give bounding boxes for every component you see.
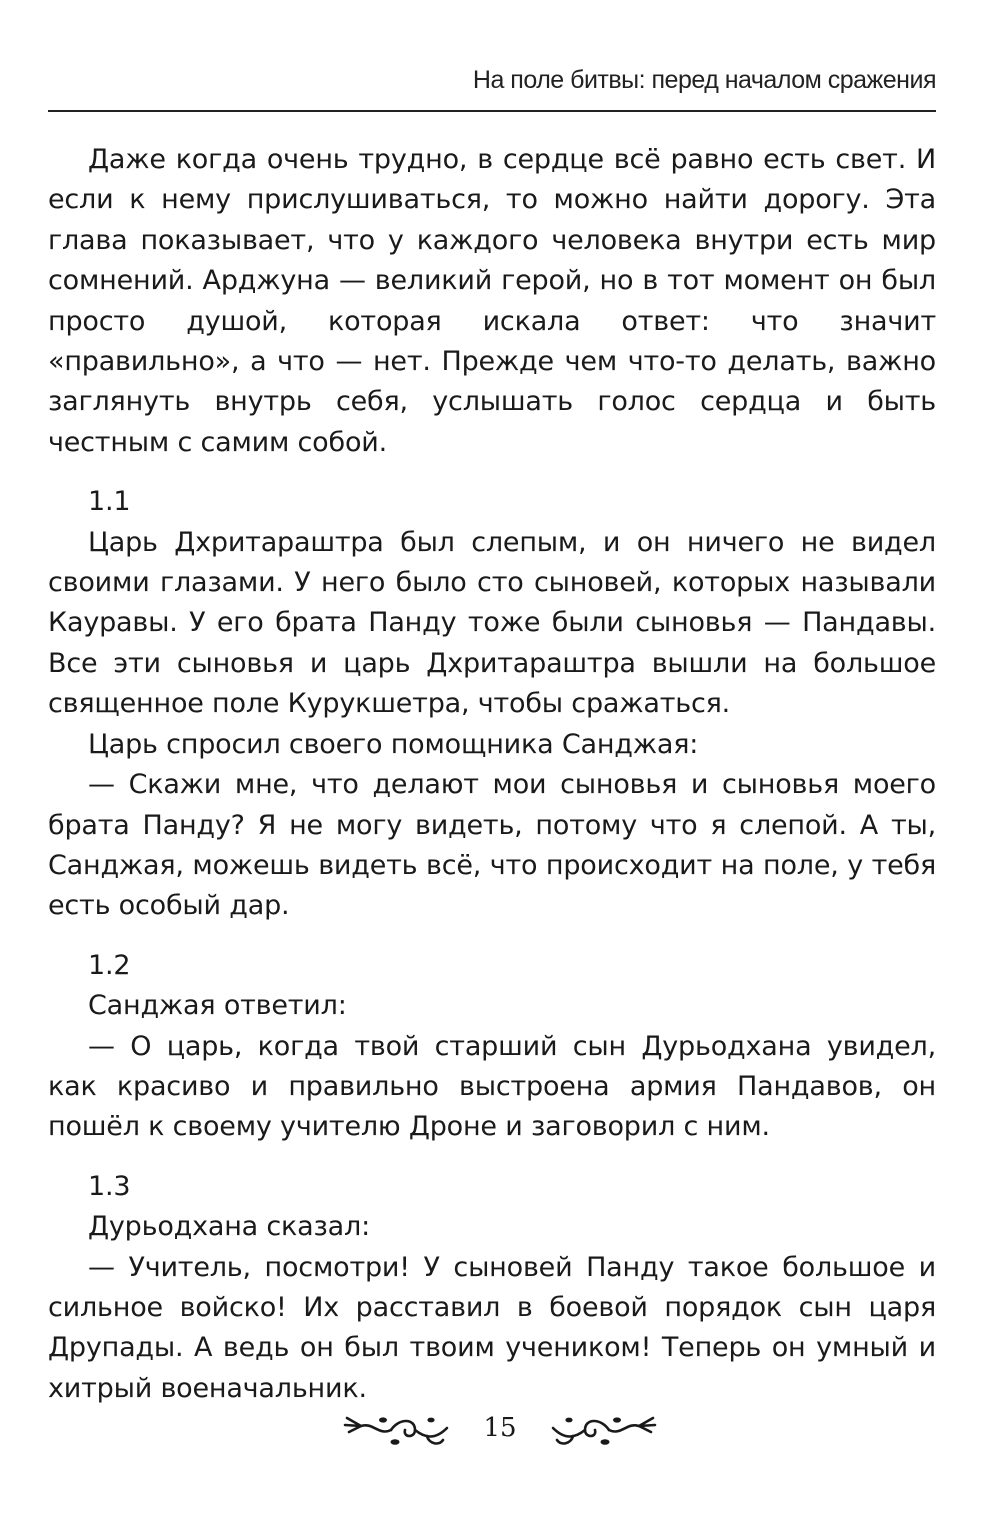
body-text [48, 140, 936, 1409]
running-header: На поле битвы: перед началом сражения [472, 66, 936, 94]
verse-number-1-2: 1.2 [88, 949, 131, 981]
right-flourish-icon [547, 1406, 657, 1450]
page-footer [0, 1398, 1000, 1458]
page-number: 15 [483, 1413, 517, 1443]
paragraph-1-3-dialogue: — Учитель, посмотри! У сыновей Панду такое большое и сильное войско! Их расставил в боевой порядок сын царя Друпады. А ведь он был твоим учеником! Теперь он умный и хитрый военачальник. [48, 1251, 936, 1404]
paragraph-1-1-narration: Царь Дхритараштра был слепым, и он ничего не видел своими глазами. У него было сто сыновей, которых называли Кауравы. У его брата Панду тоже были сыновья — Пандавы. Все эти сыновья и царь Дхритараштра вышли на большое священное поле Курукшетра, чтобы сражаться. [48, 526, 936, 720]
paragraph-1-2-dialogue: — О царь, когда твой старший сын Дурьодхана увидел, как красиво и правильно выстроена армия Пандавов, он пошёл к своему учителю Дроне и заговорил с ним. [48, 1030, 936, 1143]
paragraph-1-2-intro: Санджая ответил: [88, 990, 347, 1022]
paragraph-1-1-dialogue: — Скажи мне, что делают мои сыновья и сыновья моего брата Панду? Я не могу видеть, потому что я слепой. А ты, Санджая, можешь видеть всё, что происходит на поле, у тебя есть особый дар. [48, 769, 936, 922]
header-rule [48, 110, 936, 112]
verse-number-1-1: 1.1 [88, 486, 131, 518]
paragraph-1-3-intro: Дурьодхана сказал: [88, 1211, 370, 1243]
left-flourish-icon [343, 1406, 453, 1450]
intro-paragraph: Даже когда очень трудно, в сердце всё равно есть свет. И если к нему прислушиваться, то можно найти дорогу. Эта глава показывает, что у каждого человека внутри есть мир сомнений. Арджуна — великий герой, но в тот момент он был просто душой, которая искала ответ: что значит «правильно», а что — нет. Прежде чем что-то делать, важно заглянуть внутрь себя, услышать голос сердца и быть честным с самим собой. [48, 144, 936, 458]
verse-number-1-3: 1.3 [88, 1170, 131, 1202]
paragraph-1-1-question-intro: Царь спросил своего помощника Санджая: [88, 728, 699, 760]
